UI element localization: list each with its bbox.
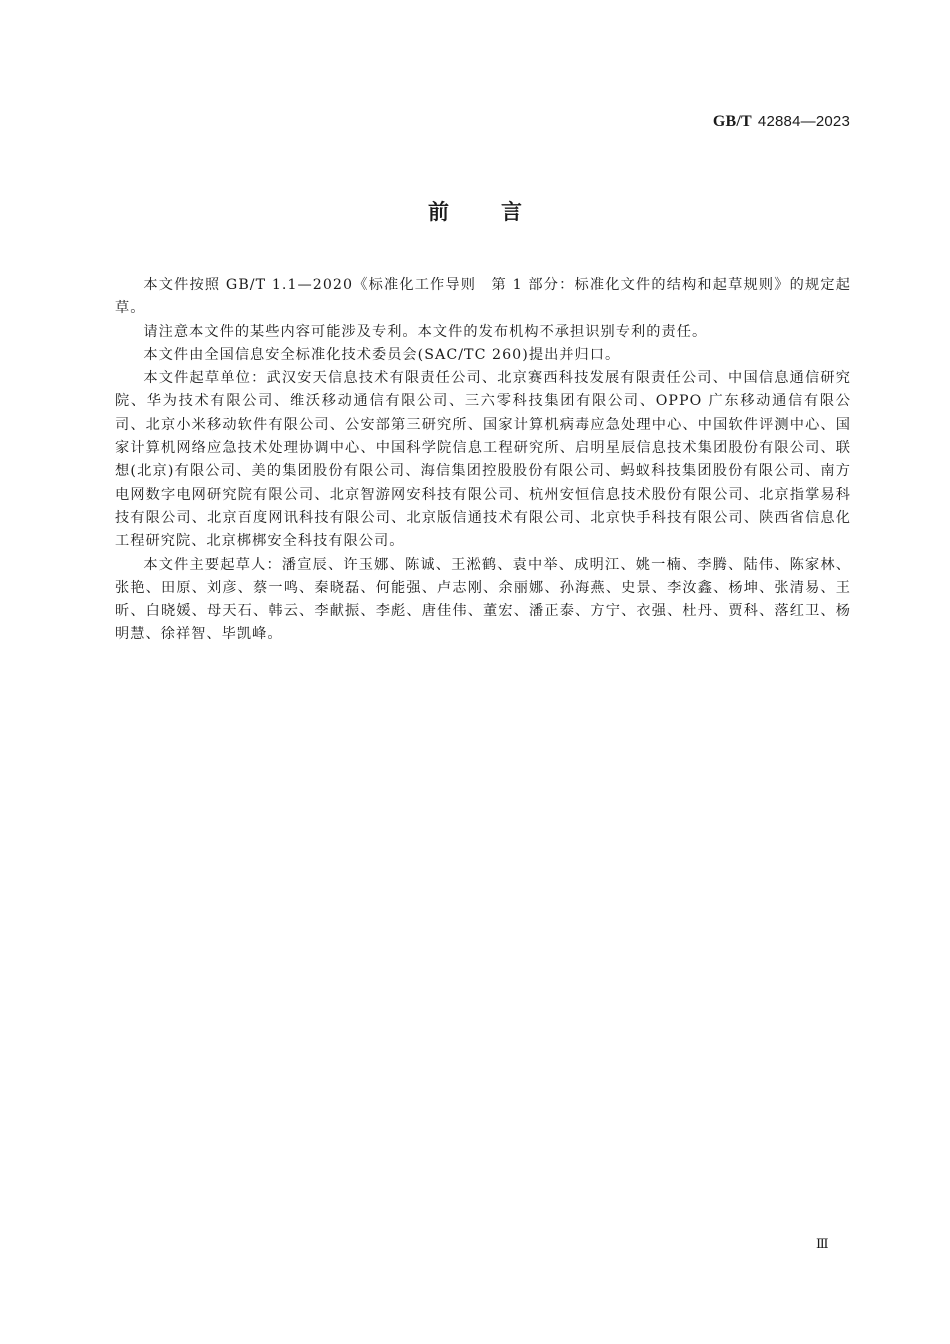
page-number: Ⅲ	[816, 1237, 829, 1252]
paragraph-patent-notice: 请注意本文件的某些内容可能涉及专利。本文件的发布机构不承担识别专利的责任。	[143, 323, 708, 340]
paragraph-drafting-organizations: 本文件起草单位：武汉安天信息技术有限责任公司、北京赛西科技发展有限责任公司、中国信息通信研究院、华为技术有限公司、维沃移动通信有限公司、三六零科技集团有限公司、OPPO 广东移动通信有限公司、北京小米移动软件有限公司、公安部第三研究所、国家计算机病毒应急处理中心、中国软件评测中心、国家计算机网络应急技术处理协调中心、中国科学院信息工程研究所、启明星辰信息技术集团股份有限公司、联想(北京)有限公司、美的集团股份有限公司、海信集团控股股份有限公司、蚂蚁科技集团股份有限公司、南方电网数字电网研究院有限公司、北京智游网安科技有限公司、杭州安恒信息技术股份有限公司、北京指掌易科技有限公司、北京百度网讯科技有限公司、北京版信通技术有限公司、北京快手科技有限公司、陕西省信息化工程研究院、北京梆梆安全科技有限公司。	[115, 370, 851, 550]
standard-number	[713, 113, 850, 131]
paragraph-proposer: 本文件由全国信息安全标准化技术委员会(SAC/TC 260)提出并归口。	[143, 346, 621, 363]
paragraph-drafting-rules: 本文件按照 GB/T 1.1—2020《标准化工作导则 第 1 部分：标准化文件的结构和起草规则》的规定起草。	[115, 277, 851, 317]
standard-prefix: GB/T	[712, 113, 752, 130]
page-title: 前言	[428, 200, 574, 224]
standard-code: 42884—2023	[757, 113, 850, 130]
foreword-body	[115, 274, 851, 647]
paragraph-drafters: 本文件主要起草人：潘宣辰、许玉娜、陈诚、王淞鹤、袁中举、成明江、姚一楠、李腾、陆伟、陈家林、张艳、田原、刘彦、蔡一鸣、秦晓磊、何能强、卢志刚、余丽娜、孙海燕、史景、李汝鑫、杨坤、张清易、王昕、白晓媛、母天石、韩云、李献振、李彪、唐佳伟、董宏、潘正泰、方宁、衣强、杜丹、贾科、落红卫、杨明慧、徐祥智、毕凯峰。	[115, 556, 851, 643]
